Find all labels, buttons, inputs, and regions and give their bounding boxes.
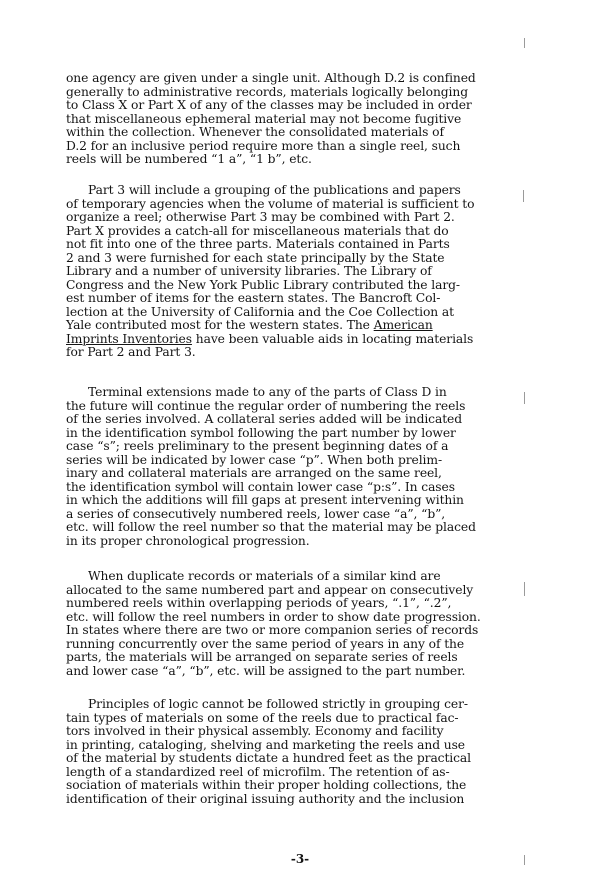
text-line: in the identification symbol following the part number by lower xyxy=(66,425,456,440)
paragraph-3 xyxy=(66,386,544,548)
scan-speck xyxy=(524,392,525,404)
text-line: Terminal extensions made to any of the parts of Class D in xyxy=(88,385,447,399)
text-line: generally to administrative records, materials logically belonging xyxy=(66,84,468,99)
text-line: for Part 2 and Part 3. xyxy=(66,345,196,359)
text-line: inary and collateral materials are arranged on the same reel, xyxy=(66,466,442,480)
text-line: in its proper chronological progression. xyxy=(66,533,310,548)
text-line: of the material by students dictate a hundred feet as the practical xyxy=(66,751,471,765)
text-line xyxy=(66,319,544,333)
paragraph-5 xyxy=(66,698,544,806)
text-line: and lower case “a”, “b”, etc. will be assigned to the part number. xyxy=(66,663,466,678)
text-line: tain types of materials on some of the reels due to practical fac- xyxy=(66,710,459,725)
text-line: etc. will follow the reel numbers in order to show date progression. xyxy=(66,609,481,624)
text-line: In states where there are two or more companion series of records xyxy=(66,623,479,637)
text-line: sociation of materials within their proper holding collections, the xyxy=(66,778,467,792)
text-line: parts, the materials will be arranged on separate series of reels xyxy=(66,650,458,664)
text-line: organize a reel; otherwise Part 3 may be combined with Part 2. xyxy=(66,210,455,224)
text-line: within the collection. Whenever the consolidated materials of xyxy=(66,125,444,139)
text-line: reels will be numbered “1 a”, “1 b”, etc. xyxy=(66,152,312,166)
text-line: case “s”; reels preliminary to the present beginning dates of a xyxy=(66,439,449,453)
scan-speck xyxy=(523,190,524,202)
text-line: lection at the University of California and the Coe Collection at xyxy=(66,304,454,319)
paragraph-4 xyxy=(66,570,544,678)
scan-speck xyxy=(524,855,525,865)
text-line: est number of items for the eastern states. The Bancroft Col- xyxy=(66,291,441,305)
text-line: the identification symbol will contain lower case “p:s”. In cases xyxy=(66,479,455,494)
text-fragment: have been valuable aids in locating materials xyxy=(191,331,474,346)
text-line: Principles of logic cannot be followed strictly in grouping cer- xyxy=(88,697,468,711)
text-line: series will be indicated by lower case “p”. When both prelim- xyxy=(66,452,443,467)
text-line: not fit into one of the three parts. Materials contained in Parts xyxy=(66,237,450,251)
text-line: that miscellaneous ephemeral material may not become fugitive xyxy=(66,111,462,126)
paragraph-2 xyxy=(66,184,544,360)
text-line xyxy=(66,333,544,347)
text-line: etc. will follow the reel number so that the material may be placed xyxy=(66,520,476,534)
text-line: identification of their original issuing authority and the inclusion xyxy=(66,791,465,806)
text-line: D.2 for an inclusive period require more than a single reel, such xyxy=(66,138,461,153)
text-line: a series of consecutively numbered reels, lower case “a”, “b”, xyxy=(66,506,446,521)
paragraph-1 xyxy=(66,72,544,167)
text-line: tors involved in their physical assembly. Economy and facility xyxy=(66,724,444,738)
text-line: of temporary agencies when the volume of material is sufficient to xyxy=(66,196,475,211)
text-line: running concurrently over the same period of years in any of the xyxy=(66,636,465,651)
underlined-title: Imprints Inventories xyxy=(66,331,192,346)
text-line: When duplicate records or materials of a similar kind are xyxy=(88,569,441,583)
scan-speck xyxy=(524,38,525,48)
scan-speck xyxy=(524,582,525,596)
text-line: 2 and 3 were furnished for each state principally by the State xyxy=(66,250,445,265)
text-line: Congress and the New York Public Library contributed the larg- xyxy=(66,277,460,292)
text-line: allocated to the same numbered part and appear on consecutively xyxy=(66,582,474,597)
text-line: numbered reels within overlapping periods of years, “.1”, “.2”, xyxy=(66,596,452,610)
text-line: in printing, cataloging, shelving and marketing the reels and use xyxy=(66,737,465,752)
page-number: -3- xyxy=(290,852,310,866)
text-line: Part 3 will include a grouping of the publications and papers xyxy=(88,183,461,197)
text-fragment: Yale contributed most for the western states. The xyxy=(66,318,374,332)
text-line: to Class X or Part X of any of the classes may be included in order xyxy=(66,98,472,112)
text-line: the future will continue the regular order of numbering the reels xyxy=(66,398,466,413)
text-line: one agency are given under a single unit. Although D.2 is confined xyxy=(66,71,476,85)
text-line: Library and a number of university libraries. The Library of xyxy=(66,264,432,278)
text-line: length of a standardized reel of microfilm. The retention of as- xyxy=(66,764,450,779)
text-line: of the series involved. A collateral series added will be indicated xyxy=(66,412,462,426)
text-line: Part X provides a catch-all for miscellaneous materials that do xyxy=(66,223,449,238)
text-line: in which the additions will fill gaps at present intervening within xyxy=(66,493,464,507)
underlined-title: American xyxy=(373,318,433,332)
